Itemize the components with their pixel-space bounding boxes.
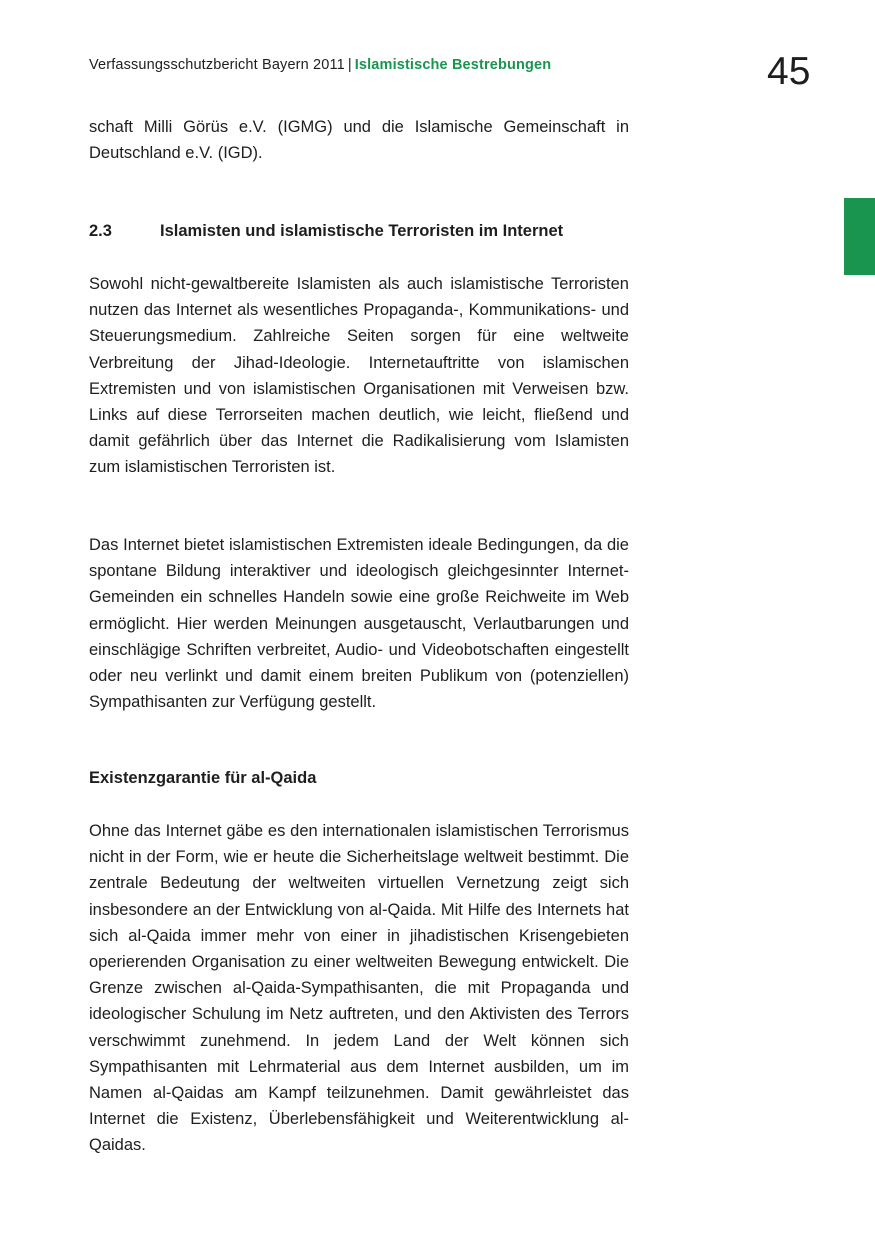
intro-text-block [89,114,629,166]
section-name: Islamistische Bestrebungen [354,57,552,73]
subheading: Existenzgarantie für al-Qaida [89,769,317,787]
section-title: Islamisten und islamistische Terroristen im Internet [160,222,564,240]
section-number: 2.3 [89,222,112,240]
body-paragraph-2: Das Internet bietet islamistischen Extremisten ideale Bedingungen, da die spontane Bildung interaktiver und ideologisch gleichgesinnter Internet-Gemeinden ein schnelles Handeln sowie eine große Reichweite im Web ermöglicht. Hier werden Meinungen ausgetauscht, Verlautbarungen und einschlägige Schriften verbreitet, Audio- und Videobotschaften eingestellt oder neu verlinkt und damit einem breiten Publikum von (potenziellen) Sympathisanten zur Verfügung gestellt. [89,536,629,712]
body-paragraph-1: Sowohl nicht-gewaltbereite Islamisten als auch islamistische Terroristen nutzen das Internet als wesentliches Propaganda-, Kommunikations- und Steuerungsmedium. Zahlreiche Seiten sorgen für eine weltweite Verbreitung der Jihad-Ideologie. Internetauftritte von islamischen Extremisten und von islamistischen Organisationen mit Verweisen bzw. Links auf diese Terrorseiten machen deutlich, wie leicht, fließend und damit gefährlich über das Internet die Radikalisierung vom Islamisten zum islamistischen Terroristen ist. [89,275,629,477]
header-separator: | [347,57,352,73]
report-title: Verfassungsschutzbericht Bayern 2011 [89,57,345,73]
paragraph-block-2 [89,532,629,715]
intro-paragraph: schaft Milli Görüs e.V. (IGMG) und die Islamische Gemeinschaft in Deutschland e.V. (IGD). [89,118,629,163]
section-heading [89,219,563,243]
running-header [89,57,551,73]
paragraph-block-1 [89,271,629,481]
page-number: 45 [767,50,811,93]
chapter-marker-tab [844,198,875,275]
body-paragraph-3: Ohne das Internet gäbe es den internationalen islamistischen Terrorismus nicht in der Form, wie er heute die Sicherheitslage weltweit bestimmt. Die zentrale Bedeutung der weltweiten virtuellen Vernetzung zeigt sich insbesondere an der Entwicklung von al-Qaida. Mit Hilfe des Internets hat sich al-Qaida immer mehr von einer in jihadistischen Krisengebieten operierenden Organisation zu einer weltweiten Bewegung entwickelt. Die Grenze zwischen al-Qaida-Sympathisanten, die mit Propaganda und ideologischer Schulung im Netz auftreten, und den Aktivisten des Terrors verschwimmt zunehmend. In jedem Land der Welt können sich Sympathisanten mit Lehrmaterial aus dem Internet ausbilden, um im Namen al-Qaidas am Kampf teilzunehmen. Damit gewährleistet das Internet die Existenz, Überlebensfähigkeit und Weiterentwicklung al-Qaidas. [89,822,629,1155]
paragraph-block-3 [89,818,629,1159]
